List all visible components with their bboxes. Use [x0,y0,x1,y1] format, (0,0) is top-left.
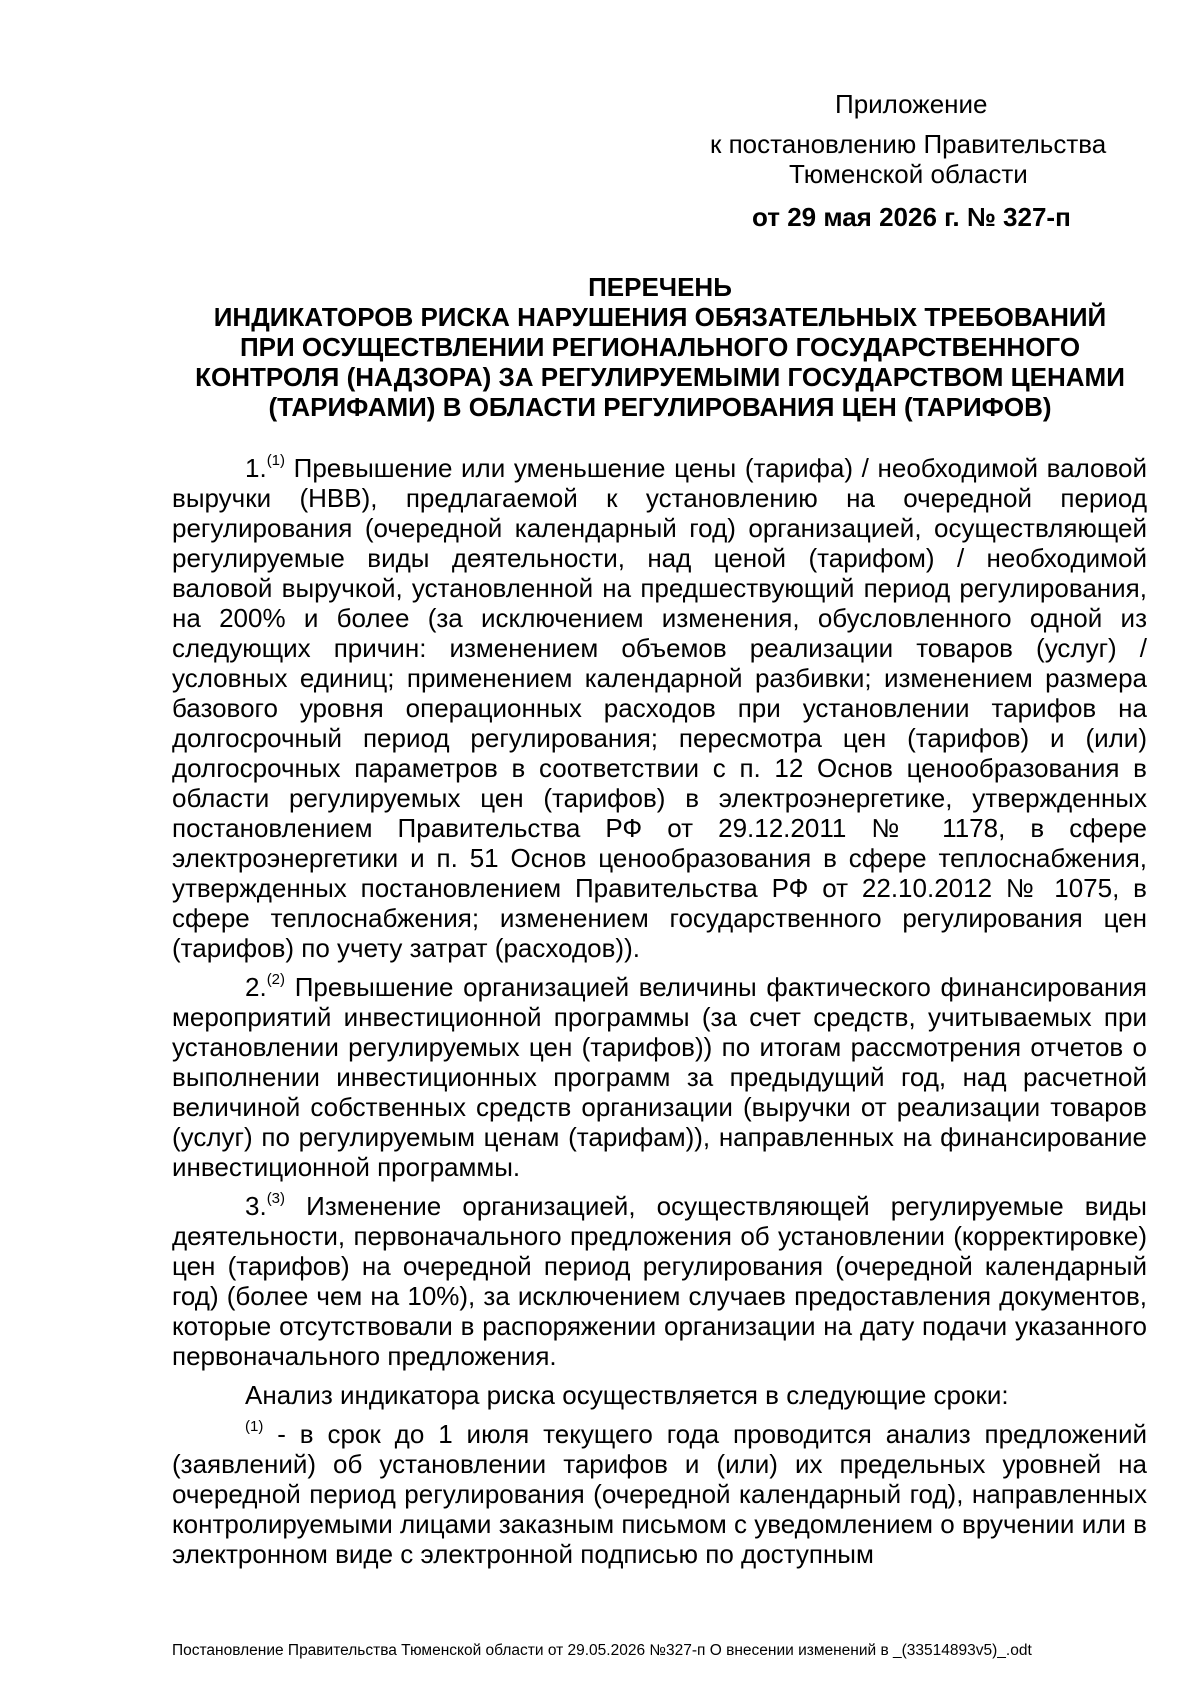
paragraph-text: Анализ индикатора риска осуществляется в следующие сроки: [245,1380,1009,1410]
title-line: ПЕРЕЧЕНЬ [588,272,732,302]
indicator-paragraph-3 [172,1191,1147,1371]
appendix-reference-line2: Тюменской области [789,159,1028,189]
title-line: КОНТРОЛЯ (НАДЗОРА) ЗА РЕГУЛИРУЕМЫМИ ГОСУДАРСТВОМ ЦЕНАМИ [195,362,1125,392]
paragraph-number: 3. [245,1191,267,1221]
footnote-marker: (2) [266,971,286,989]
document-title [170,272,1150,422]
document-body [172,453,1147,1569]
paragraph-text: Превышение организацией величины фактического финансирования мероприятий инвестиционной программы (за счет средств, учитываемых при установлении регулируемых цен (тарифов)) по итогам рассмотрения отчетов о выполнении инвестиционных программ за предыдущий год, над расчетной величиной собственных средств организации (выручки от реализации товаров (услуг) по регулируемым ценам (тарифам)), направленных на финансирование инвестиционной программы. [172,972,1147,1182]
analysis-term-paragraph-1 [172,1419,1147,1569]
indicator-paragraph-1 [172,453,1147,963]
appendix-label: Приложение [835,89,988,119]
paragraph-number: 2. [245,972,267,1002]
footnote-marker: (1) [245,1418,264,1436]
resolution-date-number: от 29 мая 2026 г. № 327-п [752,202,1071,232]
footnote-marker: (1) [266,452,286,470]
paragraph-text: Превышение или уменьшение цены (тарифа) / необходимой валовой выручки (НВВ), предлагаемой к установлению на очередной период регулирования (очередной календарный год) организацией, осуществляющей регулируемые виды деятельности, над ценой (тарифом) / необходимой валовой выручкой, установленной на предшествующий период регулирования, на 200% и более (за исключением изменения, обусловленного одной из следующих причин: изменением объемов реализации товаров (услуг) / условных единиц; применением календарной разбивки; изменением размера базового уровня операционных расходов при установлении тарифов на долгосрочный период регулирования; пересмотра цен (тарифов) и (или) долгосрочных параметров в соответствии с п. 12 Основ ценообразования в области регулируемых цен (тарифов) в электроэнергетике, утвержденных постановлением Правительства РФ от 29.12.2011 № 1178, в сфере электроэнергетики и п. 51 Основ ценообразования в сфере теплоснабжения, утвержденных постановлением Правительства РФ от 22.10.2012 № 1075, в сфере теплоснабжения; изменением государственного регулирования цен (тарифов) по учету затрат (расходов)). [172,453,1147,963]
title-line: (ТАРИФАМИ) В ОБЛАСТИ РЕГУЛИРОВАНИЯ ЦЕН (ТАРИФОВ) [268,392,1052,422]
appendix-reference-line1: к постановлению Правительства [710,129,1107,159]
analysis-intro-paragraph [172,1380,1147,1410]
page-footer: Постановление Правительства Тюменской области от 29.05.2026 №327-п О внесении изменений в _(33514893v5)_.odt [172,1642,1032,1659]
title-line: ИНДИКАТОРОВ РИСКА НАРУШЕНИЯ ОБЯЗАТЕЛЬНЫХ ТРЕБОВАНИЙ [213,302,1107,332]
title-line: ПРИ ОСУЩЕСТВЛЕНИИ РЕГИОНАЛЬНОГО ГОСУДАРСТВЕННОГО [239,332,1081,362]
paragraph-number: 1. [245,453,267,483]
paragraph-text: - в срок до 1 июля текущего года проводится анализ предложений (заявлений) об установлении тарифов и (или) их предельных уровней на очередной период регулирования (очередной календарный год), направленных контролируемыми лицами заказным письмом с уведомлением о вручении или в электронном виде с электронной подписью по доступным [172,1419,1147,1569]
indicator-paragraph-2 [172,972,1147,1182]
paragraph-text: Изменение организацией, осуществляющей регулируемые виды деятельности, первоначального предложения об установлении (корректировке) цен (тарифов) на очередной период регулирования (очередной календарный год) (более чем на 10%), за исключением случаев предоставления документов, которые отсутствовали в распоряжении организации на дату подачи указанного первоначального предложения. [172,1191,1147,1371]
footnote-marker: (3) [266,1190,286,1208]
